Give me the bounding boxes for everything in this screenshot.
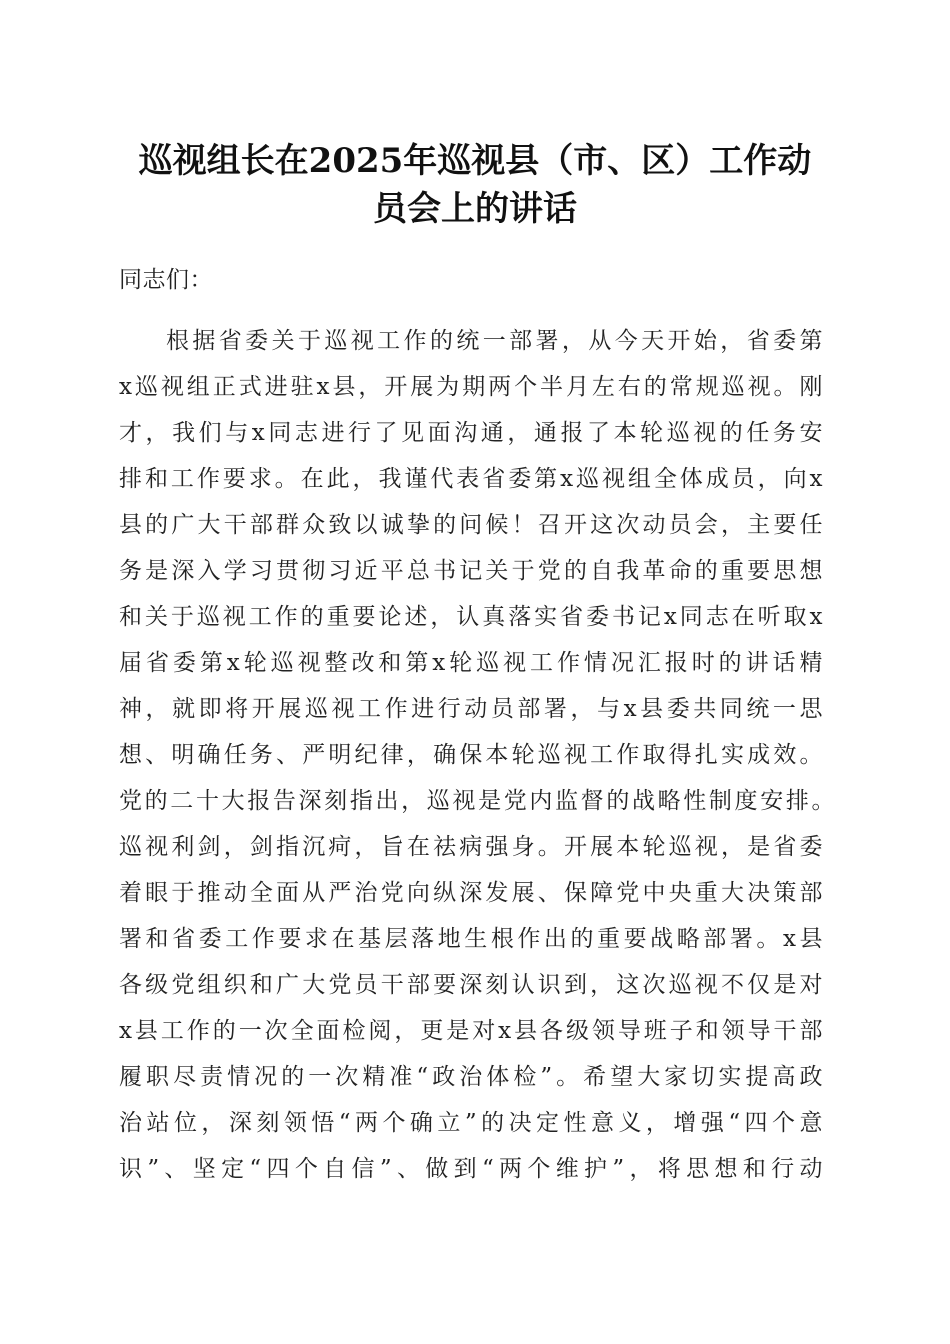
body-line: 务是深入学习贯彻习近平总书记关于党的自我革命的重要思想 [119,558,823,584]
body-line: 想、明确任务、严明纪律，确保本轮巡视工作取得扎实成效。 [119,742,823,768]
body-line: 根据省委关于巡视工作的统一部署，从今天开始，省委第 [166,328,823,354]
body-line: 届省委第x轮巡视整改和第x轮巡视工作情况汇报时的讲话精 [119,650,823,676]
body-line: 治站位，深刻领悟“两个确立”的决定性意义，增强“四个意 [119,1110,823,1136]
body-line: 着眼于推动全面从严治党向纵深发展、保障党中央重大决策部 [119,880,823,906]
body-line: 神，就即将开展巡视工作进行动员部署，与x县委共同统一思 [119,696,823,722]
body-line: 巡视利剑，剑指沉疴，旨在祛病强身。开展本轮巡视，是省委 [119,834,823,860]
document-title-line-1: 巡视组长在2025年巡视县（市、区）工作动 [138,141,812,181]
document-title-line-2: 员会上的讲话 [373,189,577,229]
salutation: 同志们： [119,267,213,293]
body-line: 县的广大干部群众致以诚挚的问候！召开这次动员会，主要任 [119,512,823,538]
body-line: 才，我们与x同志进行了见面沟通，通报了本轮巡视的任务安 [119,420,823,446]
body-line: 识”、坚定“四个自信”、做到“两个维护”，将思想和行动 [119,1156,823,1182]
body-line: x县工作的一次全面检阅，更是对x县各级领导班子和领导干部 [119,1018,823,1044]
body-line: 履职尽责情况的一次精准“政治体检”。希望大家切实提高政 [119,1064,823,1090]
body-line: 署和省委工作要求在基层落地生根作出的重要战略部署。x县 [119,926,823,952]
body-line: 党的二十大报告深刻指出，巡视是党内监督的战略性制度安排。 [119,788,835,814]
body-line: 排和工作要求。在此，我谨代表省委第x巡视组全体成员，向x [119,466,823,492]
body-line: 各级党组织和广大党员干部要深刻认识到，这次巡视不仅是对 [119,972,823,998]
body-line: 和关于巡视工作的重要论述，认真落实省委书记x同志在听取x [119,604,823,630]
body-line: x巡视组正式进驻x县，开展为期两个半月左右的常规巡视。刚 [119,374,823,400]
